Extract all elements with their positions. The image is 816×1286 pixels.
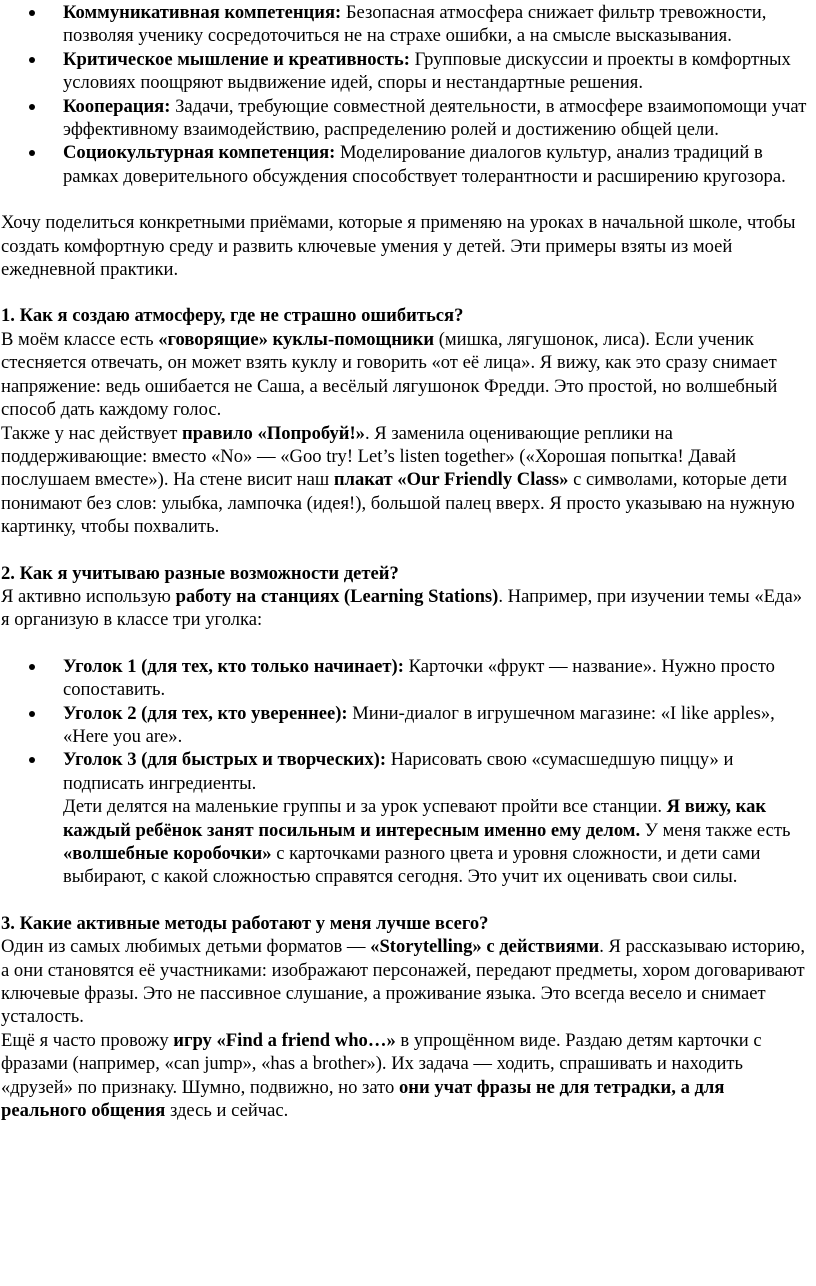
section-3-paragraph-1: Один из самых любимых детьми форматов — «Storytelling» с действиями. Я рассказываю историю, а они становятся её участниками: изображают персонажей, передают предметы, хором договаривают ключевые фразы. Это не пассивное слушание, а проживание языка. Это всегда весело и снимает усталость. <box>1 936 805 1028</box>
bullet-dot-icon <box>29 150 35 156</box>
bullet-dot-icon <box>29 104 35 110</box>
list-item: Кооперация: Задачи, требующие совместной деятельности, в атмосфере взаимопомощи учат эффективному взаимодействию, распределению ролей и достижению общей цели. <box>1 95 808 142</box>
bullet-dot-icon <box>29 711 35 717</box>
section-2-heading: 2. Как я учитываю разные возможности детей? <box>1 562 399 584</box>
intro-paragraph: Хочу поделиться конкретными приёмами, которые я применяю на уроках в начальной школе, чтобы создать комфортную среду и развить ключевые умения у детей. Эти примеры взяты из моей ежедневной практики. <box>1 212 796 281</box>
list-item: Коммуникативная компетенция: Безопасная атмосфера снижает фильтр тревожности, позволяя ученику сосредоточиться не на страхе ошибки, а на смысле высказывания. <box>1 1 808 48</box>
stations-list <box>1 655 808 889</box>
list-item-continuation: Дети делятся на маленькие группы и за урок успевают пройти все станции. Я вижу, как каждый ребёнок занят посильным и интересным именно ему делом. У меня также есть «волшебные коробочки» с карточками разного цвета и уровня сложности, и дети сами выбирают, с какой сложностью справятся сегодня. Это учит их оценивать свои силы. <box>63 796 791 888</box>
competencies-list <box>1 1 808 188</box>
section-3-heading: 3. Какие активные методы работают у меня лучше всего? <box>1 912 489 934</box>
bullet-dot-icon <box>29 757 35 763</box>
list-item: Социокультурная компетенция: Моделирование диалогов культур, анализ традиций в рамках доверительного обсуждения способствует толерантности и расширению кругозора. <box>1 141 808 188</box>
bullet-dot-icon <box>29 57 35 63</box>
section-1-heading: 1. Как я создаю атмосферу, где не страшно ошибиться? <box>1 305 464 327</box>
list-item: Критическое мышление и креативность: Групповые дискуссии и проекты в комфортных условиях поощряют выдвижение идей, споры и нестандартные решения. <box>1 48 808 95</box>
list-item: Уголок 3 (для быстрых и творческих): Нарисовать свою «сумасшедшую пиццу» и подписать ингредиенты. <box>1 748 808 795</box>
section-1-paragraph-1: В моём классе есть «говорящие» куклы-помощники (мишка, лягушонок, лиса). Если ученик стесняется отвечать, он может взять куклу и говорить «от её лица». Я вижу, как это сразу снимает напряжение: ведь ошибается не Саша, а весёлый лягушонок Фредди. Это простой, но волшебный способ дать каждому голос. <box>1 328 778 421</box>
section-1-paragraph-2: Также у нас действует правило «Попробуй!». Я заменила оценивающие реплики на поддерживающие: вместо «No» — «Goo try! Let’s listen together» («Хорошая попытка! Давай послушаем вместе»). На стене висит наш плакат «Our Friendly Class» с символами, которые дети понимают без слов: улыбка, лампочка (идея!), большой палец вверх. Я просто указываю на нужную картинку, чтобы похвалить. <box>1 422 795 538</box>
list-item: Уголок 2 (для тех, кто увереннее): Мини-диалог в игрушечном магазине: «I like apples», «Here you are». <box>1 702 808 749</box>
bullet-dot-icon <box>29 10 35 16</box>
section-2-paragraph-1: Я активно использую работу на станциях (Learning Stations). Например, при изучении темы «Еда» я организую в классе три уголка: <box>1 585 802 631</box>
section-3-paragraph-2: Ещё я часто провожу игру «Find a friend who…» в упрощённом виде. Раздаю детям карточки с фразами (например, «can jump», «has a brother»). Их задача — ходить, спрашивать и находить «друзей» по признаку. Шумно, подвижно, но зато они учат фразы не для тетрадки, а для реального общения здесь и сейчас. <box>1 1029 762 1122</box>
list-item: Уголок 1 (для тех, кто только начинает): Карточки «фрукт — название». Нужно просто сопоставить. <box>1 655 808 702</box>
bullet-dot-icon <box>29 664 35 670</box>
